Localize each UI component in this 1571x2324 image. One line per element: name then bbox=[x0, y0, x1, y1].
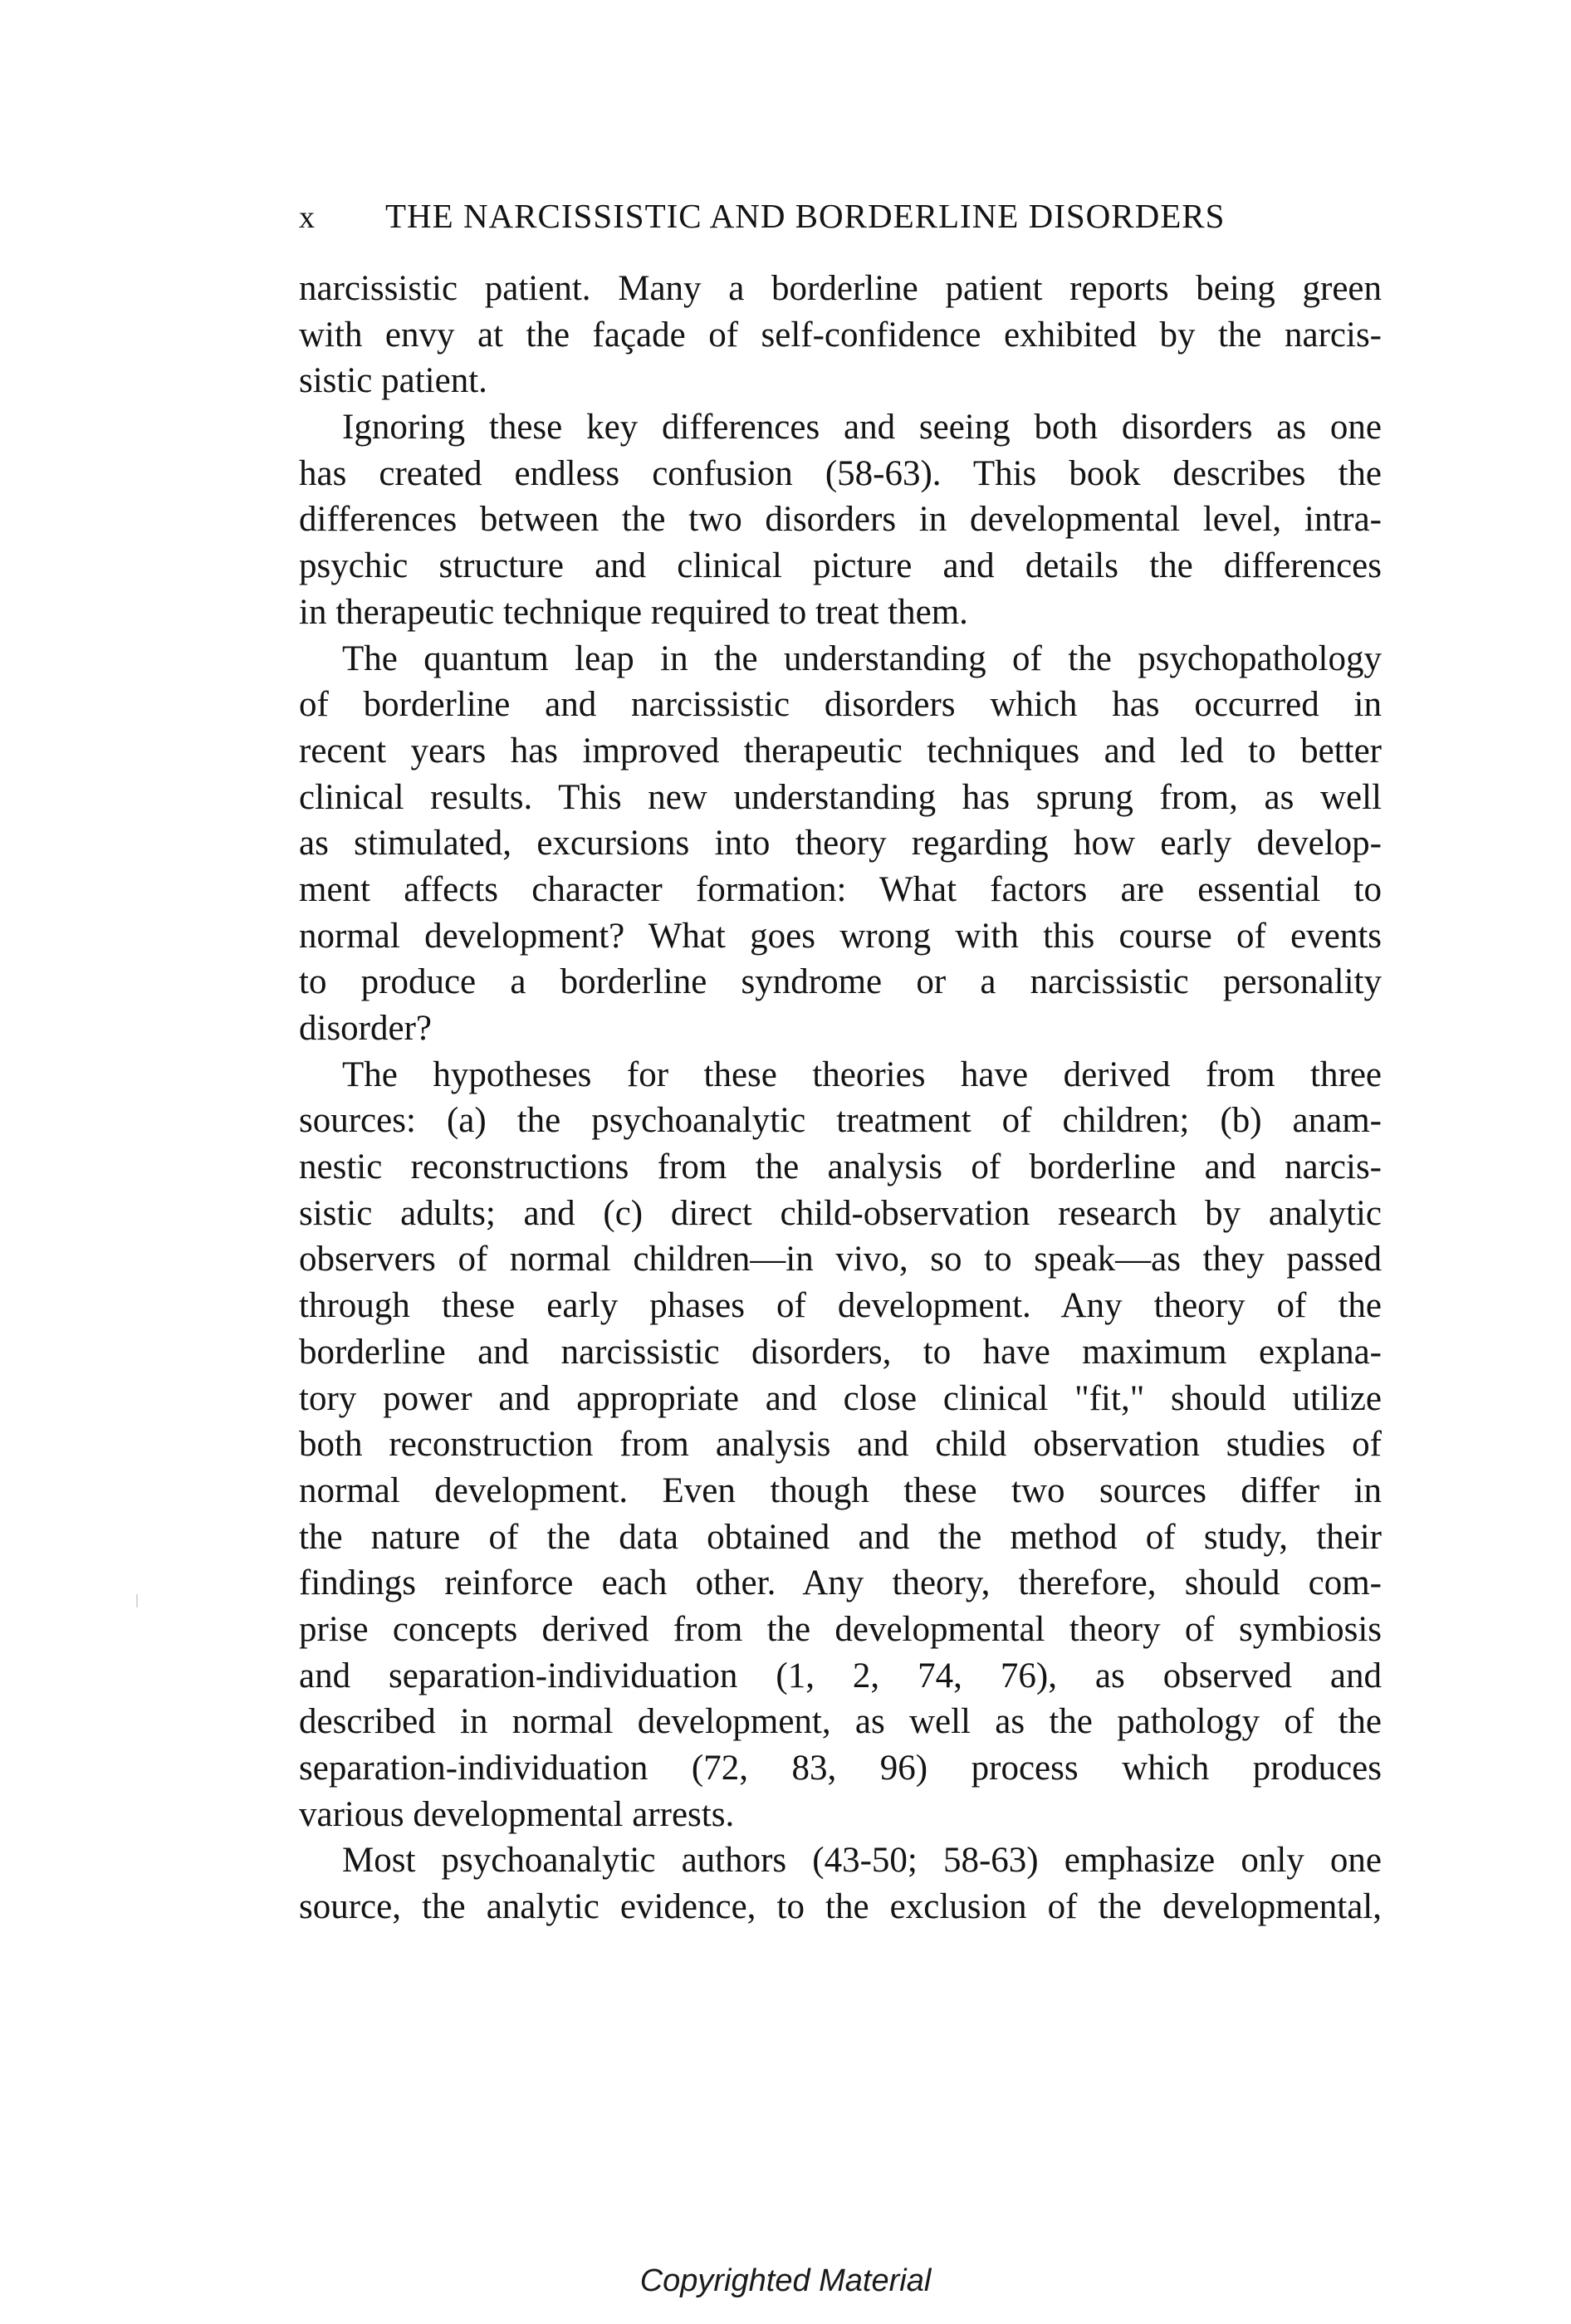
text-line: differences between the two disorders in developmental level, intra- bbox=[299, 500, 1382, 540]
text-line: with envy at the façade of self-confidence exhibited by the narcis- bbox=[299, 315, 1382, 355]
text-line: various developmental arrests. bbox=[299, 1794, 735, 1834]
text-line: separation-individuation (72, 83, 96) process which produces bbox=[299, 1749, 1382, 1788]
text-line: findings reinforce each other. Any theory, therefore, should com- bbox=[299, 1563, 1382, 1603]
text-line: ment affects character formation: What factors are essential to bbox=[299, 869, 1382, 909]
text-line: clinical results. This new understanding has sprung from, as well bbox=[299, 777, 1382, 817]
copyright-notice: Copyrighted Material bbox=[639, 2263, 932, 2298]
text-line: disorder? bbox=[299, 1009, 432, 1048]
running-head bbox=[299, 196, 1378, 242]
text-line: recent years has improved therapeutic techniques and led to better bbox=[299, 731, 1382, 771]
text-line: to produce a borderline syndrome or a narcissistic personality bbox=[299, 962, 1382, 1002]
text-line: as stimulated, excursions into theory regarding how early develop- bbox=[299, 824, 1382, 864]
text-line: the nature of the data obtained and the method of study, their bbox=[299, 1517, 1382, 1557]
text-line: nestic reconstructions from the analysis of borderline and narcis- bbox=[299, 1147, 1382, 1187]
text-line: prise concepts derived from the developmental theory of symbiosis bbox=[299, 1609, 1382, 1649]
text-line: psychic structure and clinical picture and details the differences bbox=[299, 546, 1382, 586]
text-line: has created endless confusion (58-63). This book describes the bbox=[299, 453, 1382, 493]
text-line: in therapeutic technique required to treat them. bbox=[299, 592, 968, 632]
text-line: described in normal development, as well as the pathology of the bbox=[299, 1702, 1382, 1742]
text-line: normal development. Even though these two sources differ in bbox=[299, 1470, 1382, 1510]
text-line: normal development? What goes wrong with this course of events bbox=[299, 916, 1382, 956]
text-line: sources: (a) the psychoanalytic treatment of children; (b) anam- bbox=[299, 1101, 1382, 1141]
text-line: sistic patient. bbox=[299, 361, 487, 401]
text-line: and separation-individuation (1, 2, 74, 76), as observed and bbox=[299, 1656, 1382, 1695]
text-line: source, the analytic evidence, to the exclusion of the developmental, bbox=[299, 1887, 1382, 1927]
paragraph-start-line: The quantum leap in the understanding of the psychopathology bbox=[342, 638, 1382, 678]
text-line: borderline and narcissistic disorders, to have maximum explana- bbox=[299, 1332, 1382, 1372]
text-line: observers of normal children—in vivo, so to speak—as they passed bbox=[299, 1240, 1382, 1279]
text-line: both reconstruction from analysis and child observation studies of bbox=[299, 1425, 1382, 1465]
running-title: THE NARCISSISTIC AND BORDERLINE DISORDERS bbox=[385, 197, 1226, 235]
text-line: through these early phases of development. Any theory of the bbox=[299, 1286, 1382, 1326]
paragraph-start-line: Ignoring these key differences and seeing both disorders as one bbox=[342, 408, 1382, 448]
paragraph-start-line: Most psychoanalytic authors (43-50; 58-63) emphasize only one bbox=[342, 1841, 1382, 1881]
paragraph-start-line: The hypotheses for these theories have derived from three bbox=[342, 1054, 1382, 1094]
text-line: tory power and appropriate and close clinical "fit," should utilize bbox=[299, 1378, 1382, 1418]
body-text bbox=[299, 266, 1382, 1930]
text-line: of borderline and narcissistic disorders which has occurred in bbox=[299, 685, 1382, 725]
text-line: narcissistic patient. Many a borderline patient reports being green bbox=[299, 269, 1382, 308]
scan-margin-mark bbox=[136, 1594, 138, 1607]
text-line: sistic adults; and (c) direct child-observation research by analytic bbox=[299, 1193, 1382, 1233]
page-number: x bbox=[299, 200, 316, 235]
